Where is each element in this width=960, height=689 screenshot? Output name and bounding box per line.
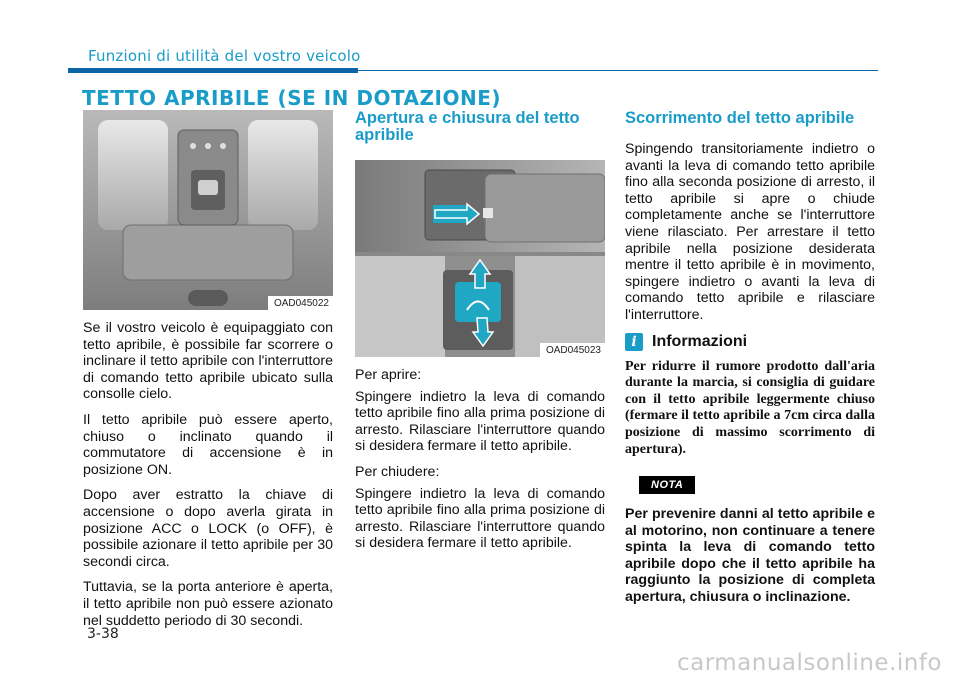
page-title: TETTO APRIBILE (SE IN DOTAZIONE) xyxy=(82,86,502,110)
section-heading: Scorrimento del tetto apribile xyxy=(625,109,855,127)
open-label: Per aprire: xyxy=(355,367,422,383)
nota-text: Per prevenire danni al tetto apribile e al motorino, non continuare a tenere spinta la leva di comando tetto apribile dopo che il tetto apribile ha raggiunto la posizione di completa apertura, chiusura o inclinazione. xyxy=(625,506,875,606)
open-instructions: Spingere indietro la leva di comando tetto apribile fino alla prima posizione di arresto. Rilasciare l'interruttore quando si desidera fermare il tetto apribile. xyxy=(355,388,605,455)
info-title: Informazioni xyxy=(652,332,748,350)
info-text: Per ridurre il rumore prodotto dall'aria durante la marcia, si consiglia di guidare con il tetto apribile leggermente chiuso (fermare il tetto apribile a 7cm circa dalla posizione di massimo scorrimento di apertura). xyxy=(625,358,875,457)
figure-overhead-console xyxy=(83,110,333,310)
figure-code: OAD045023 xyxy=(540,343,605,357)
roof-switch-illustration xyxy=(355,160,605,357)
info-header xyxy=(625,333,875,351)
paragraph: Dopo aver estratto la chiave di accensione o dopo averla girata in posizione ACC o LOCK (o OFF), è possibile azionare il tetto apribile per 30 secondi circa. xyxy=(83,487,333,570)
header-bar xyxy=(68,68,358,73)
column-left xyxy=(83,110,333,638)
page-number: 3-38 xyxy=(87,626,119,642)
paragraph: Il tetto apribile può essere aperto, chiuso o inclinato quando il commutatore di accensione è in posizione ON. xyxy=(83,411,333,478)
overhead-console-illustration xyxy=(83,110,333,310)
figure-code: OAD045022 xyxy=(268,296,333,310)
paragraph: Se il vostro veicolo è equipaggiato con tetto apribile, è possibile far scorrere o inclinare il tetto apribile con l'interruttore di comando tetto apribile ubicato sulla consolle cielo. xyxy=(83,320,333,403)
nota-badge: NOTA xyxy=(639,476,695,494)
section-title: Funzioni di utilità del vostro veicolo xyxy=(88,47,361,65)
watermark: carmanualsonline.info xyxy=(676,650,942,676)
paragraph: Spingendo transitoriamente indietro o avanti la leva di comando tetto apribile fino alla seconda posizione di arresto, il tetto apribile si apre o chiude completamente anche se l'interruttore viene rilasciato. Per arrestare il tetto apribile nella posizione desiderata mentre il tetto apribile è in movimento, spingere indietro o avanti la leva di comando tetto apribile e rilasciare l'interruttore. xyxy=(625,141,875,323)
header-rule xyxy=(358,70,878,71)
close-label: Per chiudere: xyxy=(355,463,440,480)
figure-roof-switch xyxy=(355,160,605,357)
paragraph: Tuttavia, se la porta anteriore è aperta, il tetto apribile non può essere azionato nel suddetto periodo di 30 secondi. xyxy=(83,579,333,629)
column-right xyxy=(625,110,875,606)
column-middle xyxy=(355,110,605,561)
section-heading: Apertura e chiusura del tetto apribile xyxy=(355,109,580,144)
close-instructions: Spingere indietro la leva di comando tetto apribile fino alla prima posizione di arresto. Rilasciare l'interruttore quando si desidera fermare il tetto apribile. xyxy=(355,485,605,552)
info-icon: i xyxy=(625,333,643,351)
